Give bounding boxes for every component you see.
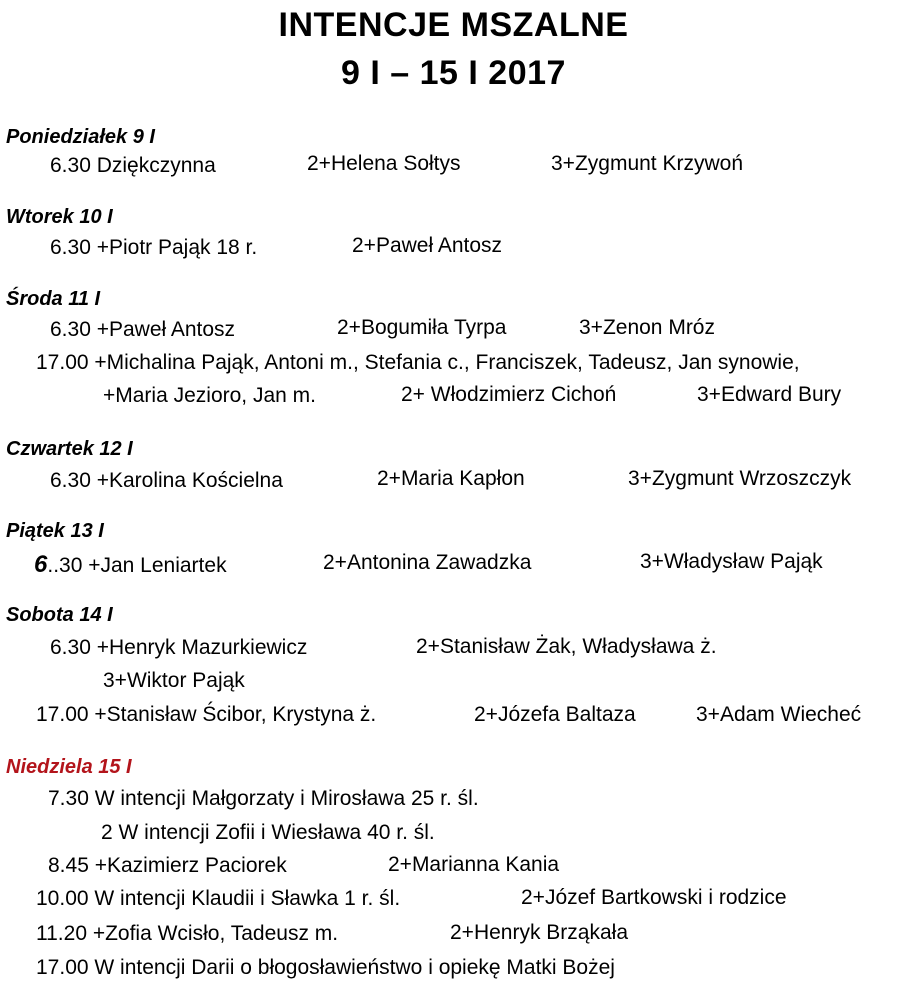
mass-intention: 2+Paweł Antosz	[352, 234, 503, 257]
mass-intention: 6.30 +Piotr Pająk 18 r.	[50, 236, 258, 259]
day-heading-tuesday: Wtorek 10 I	[6, 206, 113, 228]
mass-intention: 2+Maria Kapłon	[377, 467, 525, 490]
mass-intention: 3+Zygmunt Wrzoszczyk	[628, 467, 852, 490]
mass-intention: 2+Antonina Zawadzka	[323, 551, 532, 574]
mass-intention: 2+Bogumiła Tyrpa	[337, 316, 507, 339]
mass-intention: 11.20 +Zofia Wcisło, Tadeusz m.	[36, 922, 339, 945]
mass-intention-text: ..30 +Jan Leniartek	[47, 554, 227, 577]
mass-intention: 2+Józef Bartkowski i rodzice	[521, 886, 787, 909]
mass-intention: +Maria Jezioro, Jan m.	[103, 384, 316, 407]
mass-intention: 2+Stanisław Żak, Władysława ż.	[416, 635, 717, 658]
page-title: INTENCJE MSZALNE	[278, 6, 629, 44]
mass-intention: 2+Helena Sołtys	[307, 152, 461, 175]
mass-intention: 8.45 +Kazimierz Paciorek	[48, 854, 287, 877]
day-heading-saturday: Sobota 14 I	[6, 604, 113, 626]
mass-intention	[34, 551, 227, 579]
hour-digit: 6	[34, 551, 48, 578]
mass-intention: 3+Edward Bury	[697, 383, 842, 406]
mass-intention: 17.00 +Michalina Pająk, Antoni m., Stefania c., Franciszek, Tadeusz, Jan synowie,	[36, 351, 800, 374]
mass-intention: 3+Zenon Mróz	[579, 316, 715, 339]
mass-intention: 17.00 W intencji Darii o błogosławieństwo i opiekę Matki Bożej	[36, 956, 615, 979]
mass-intention: 6.30 +Paweł Antosz	[50, 318, 236, 341]
mass-intention: 2 W intencji Zofii i Wiesława 40 r. śl.	[101, 821, 435, 844]
date-range: 9 I – 15 I 2017	[341, 54, 566, 92]
mass-intention: 3+Wiktor Pająk	[103, 669, 245, 692]
mass-intention: 2+Marianna Kania	[388, 853, 560, 876]
mass-intention: 3+Władysław Pająk	[640, 550, 823, 573]
mass-intention: 3+Adam Wiecheć	[696, 703, 862, 726]
mass-intention: 3+Zygmunt Krzywoń	[551, 152, 743, 175]
mass-intention: 7.30 W intencji Małgorzaty i Mirosława 25 r. śl.	[48, 787, 479, 810]
mass-intention: 2+Henryk Brząkała	[450, 921, 628, 944]
mass-intention: 6.30 +Henryk Mazurkiewicz	[50, 636, 308, 659]
mass-intention: 6.30 Dziękczynna	[50, 154, 216, 177]
day-heading-friday: Piątek 13 I	[6, 520, 104, 542]
day-heading-monday: Poniedziałek 9 I	[6, 126, 155, 148]
mass-intention: 17.00 +Stanisław Ścibor, Krystyna ż.	[36, 703, 377, 726]
mass-intention: 2+ Włodzimierz Cichoń	[401, 383, 617, 406]
day-heading-thursday: Czwartek 12 I	[6, 438, 133, 460]
mass-intention: 10.00 W intencji Klaudii i Sławka 1 r. śl.	[36, 887, 401, 910]
mass-intention: 2+Józefa Baltaza	[474, 703, 636, 726]
mass-intention: 6.30 +Karolina Kościelna	[50, 469, 283, 492]
day-heading-sunday: Niedziela 15 I	[6, 756, 132, 778]
day-heading-wednesday: Środa 11 I	[6, 288, 101, 310]
